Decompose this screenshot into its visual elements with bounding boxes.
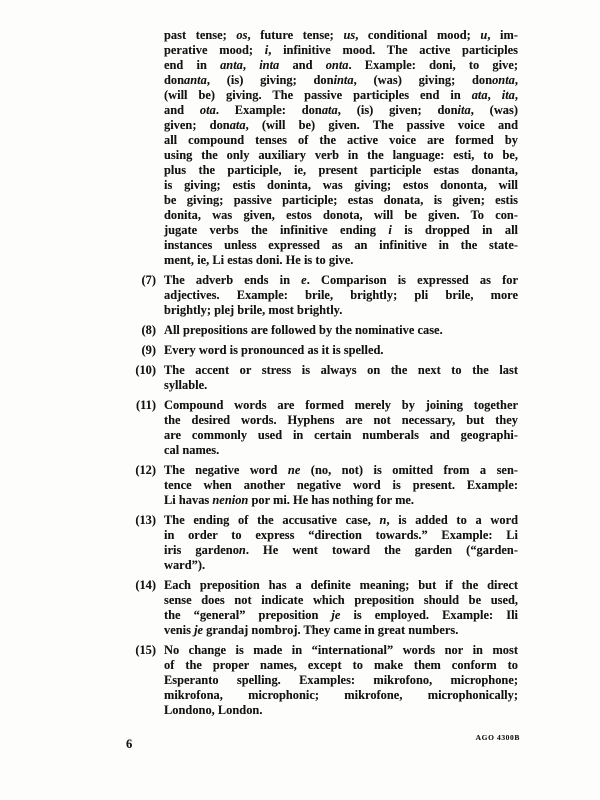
text-line: of the proper names, except to make them conform to bbox=[164, 658, 518, 672]
text-line: ward”). bbox=[164, 558, 206, 572]
text-line: The adverb ends in e. Comparison is expressed as for bbox=[164, 273, 518, 287]
text-line: donanta, (is) giving; doninta, (was) giving; dononta, bbox=[164, 73, 518, 87]
item-number: (10) bbox=[135, 363, 156, 377]
numbered-item bbox=[126, 398, 518, 458]
item-text bbox=[164, 513, 518, 573]
item-text bbox=[164, 323, 518, 338]
text-line: is giving; estis doninta, was giving; estos dononta, will bbox=[164, 178, 518, 192]
numbered-item bbox=[126, 363, 518, 393]
numbered-item bbox=[126, 323, 518, 338]
text-line: The accent or stress is always on the next to the last bbox=[164, 363, 518, 377]
text-line: syllable. bbox=[164, 378, 208, 392]
text-line: jugate verbs the infinitive ending i is dropped in all bbox=[164, 223, 518, 237]
item-text bbox=[164, 578, 518, 638]
text-line: iris gardenon. He went toward the garden (“garden- bbox=[164, 543, 518, 557]
item-text bbox=[164, 273, 518, 318]
text-line: be giving; passive participle; estas donata, is given; estis bbox=[164, 193, 518, 207]
item-text bbox=[164, 28, 518, 268]
text-line: tence when another negative word is present. Example: bbox=[164, 478, 518, 492]
text-line: The negative word ne (no, not) is omitted from a sen- bbox=[164, 463, 519, 477]
item-number: (13) bbox=[135, 513, 156, 527]
text-line: adjectives. Example: brile, brightly; pli brile, more bbox=[164, 288, 518, 302]
text-line: instances unless expressed as an infinitive in the state- bbox=[164, 238, 518, 252]
item-text bbox=[164, 643, 518, 718]
text-line: past tense; os, future tense; us, conditional mood; u, im- bbox=[164, 28, 519, 42]
numbered-item bbox=[126, 463, 518, 508]
text-line: ment, ie, Li estas doni. He is to give. bbox=[164, 253, 354, 267]
text-line: perative mood; i, infinitive mood. The active participles bbox=[164, 43, 518, 57]
item-number: (12) bbox=[135, 463, 156, 477]
text-line: the desired words. Hyphens are not necessary, but they bbox=[164, 413, 518, 427]
numbered-item bbox=[126, 273, 518, 318]
item-number: (11) bbox=[136, 398, 156, 412]
item-number: (8) bbox=[141, 323, 156, 337]
text-line: using the only auxiliary verb in the language: esti, to be, bbox=[164, 148, 518, 162]
item-text bbox=[164, 363, 518, 393]
text-line: are commonly used in certain numberals and geographi- bbox=[164, 428, 518, 442]
text-line: (will be) giving. The passive participles end in ata, ita, bbox=[164, 88, 518, 102]
item-text bbox=[164, 463, 518, 508]
item-text bbox=[164, 343, 518, 358]
text-line: the “general” preposition je is employed. Example: Ili bbox=[164, 608, 518, 622]
text-line: given; donata, (will be) given. The passive voice and bbox=[164, 118, 519, 132]
text-line: brightly; plej brile, most brightly. bbox=[164, 303, 343, 317]
text-line: venis je grandaj nombroj. They came in great numbers. bbox=[164, 623, 459, 637]
item-number: (7) bbox=[141, 273, 156, 287]
text-line: plus the participle, ie, present participle estas donanta, bbox=[164, 163, 518, 177]
item-number: (14) bbox=[135, 578, 156, 592]
paragraph bbox=[126, 28, 518, 268]
text-line: All prepositions are followed by the nominative case. bbox=[164, 323, 443, 337]
text-line: in order to express “direction towards.” Example: Li bbox=[164, 528, 518, 542]
text-line: and ota. Example: donata, (is) given; donita, (was) bbox=[164, 103, 518, 117]
text-line: No change is made in “international” words nor in most bbox=[164, 643, 518, 657]
numbered-item bbox=[126, 343, 518, 358]
numbered-item bbox=[126, 643, 518, 718]
text-line: Esperanto spelling. Examples: mikrofono, microphone; bbox=[164, 673, 518, 687]
numbered-item bbox=[126, 578, 518, 638]
text-column bbox=[126, 28, 518, 723]
text-line: Each preposition has a definite meaning; but if the direct bbox=[164, 578, 518, 592]
text-line: Londono, London. bbox=[164, 703, 263, 717]
page-number: 6 bbox=[126, 737, 133, 751]
text-line: end in anta, inta and onta. Example: doni, to give; bbox=[164, 58, 518, 72]
text-line: Every word is pronounced as it is spelled. bbox=[164, 343, 384, 357]
text-line: all compound tenses of the active voice are formed by bbox=[164, 133, 518, 147]
text-line: cal names. bbox=[164, 443, 220, 457]
text-line: mikrofona, microphonic; mikrofone, microphonically; bbox=[164, 688, 518, 702]
text-line: sense does not indicate which preposition should be used, bbox=[164, 593, 518, 607]
doc-reference: AGO 4300B bbox=[475, 733, 520, 742]
item-number: (15) bbox=[135, 643, 156, 657]
item-number: (9) bbox=[141, 343, 156, 357]
text-line: Li havas nenion por mi. He has nothing for me. bbox=[164, 493, 415, 507]
numbered-item bbox=[126, 513, 518, 573]
item-text bbox=[164, 398, 518, 458]
text-line: donita, was given, estos donota, will be given. To con- bbox=[164, 208, 518, 222]
text-line: Compound words are formed merely by joining together bbox=[164, 398, 518, 412]
text-line: The ending of the accusative case, n, is added to a word bbox=[164, 513, 518, 527]
